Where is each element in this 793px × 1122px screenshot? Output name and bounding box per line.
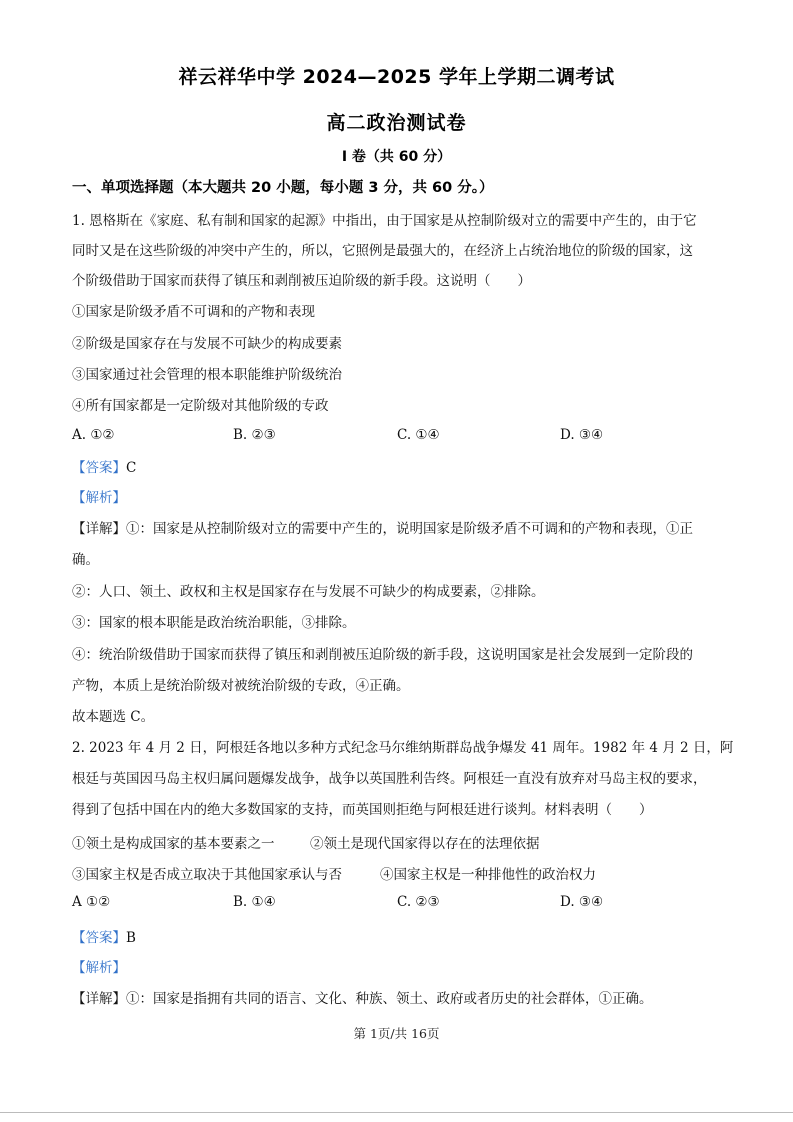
exam-subtitle: 高二政治测试卷 [326,112,467,134]
q2-stem-line-1: 2. 2023 年 4 月 2 日，阿根廷各地以多种方式纪念马尔维纳斯群岛战争爆发 41 周年。1982 年 4 月 2 日，阿 [72,740,734,756]
q2-option-c: C. ②③ [397,894,440,910]
q1-detail-line-4: ③：国家的根本职能是政治统治职能，③排除。 [72,615,356,631]
q1-detail-line-6: 产物，本质上是统治阶级对被统治阶级的专政，④正确。 [72,678,410,694]
q1-option-a: A. ①② [72,427,115,443]
q2-analysis-heading [72,958,725,978]
answer-tag: 【答案】 [72,460,126,476]
q2-detail-line-1 [72,989,725,1009]
detail-tag: 【详解】 [72,521,126,537]
q1-detail-text-1: ①：国家是从控制阶级对立的需要中产生的，说明国家是阶级矛盾不可调和的产物和表现，①正 [126,521,693,537]
q1-statement-2: ②阶级是国家存在与发展不可缺少的构成要素 [72,336,342,352]
q2-statement-1: ①领土是构成国家的基本要素之一 [72,836,275,852]
q1-statement-3: ③国家通过社会管理的根本职能维护阶级统治 [72,367,342,383]
detail-tag: 【详解】 [72,991,126,1007]
q1-option-d: D. ③④ [560,427,604,443]
bottom-divider [0,1112,793,1113]
q1-detail-line-3: ②：人口、领土、政权和主权是国家存在与发展不可缺少的构成要素，②排除。 [72,584,545,600]
q2-stem-line-2: 根廷与英国因马岛主权归属问题爆发战争，战争以英国胜利告终。阿根廷一直没有放弃对马岛主权的要求， [72,771,707,787]
q2-option-b: B. ①④ [233,894,276,910]
q1-option-c: C. ①④ [397,427,440,443]
q2-option-d: D. ③④ [560,894,604,910]
q2-statement-2: ②领土是现代国家得以存在的法理依据 [310,836,540,852]
q2-answer [72,928,725,948]
q2-statement-3: ③国家主权是否成立取决于其他国家承认与否 [72,867,342,883]
q1-stem-line-3: 个阶级借助于国家而获得了镇压和剥削被压迫阶级的新手段。这说明（ ） [72,273,531,289]
q1-stem-line-2: 同时又是在这些阶级的冲突中产生的，所以，它照例是最强大的，在经济上占统治地位的阶级的国家，这 [72,243,693,259]
q2-statement-4: ④国家主权是一种排他性的政治权力 [380,867,596,883]
part-heading: I 卷（共 60 分） [341,149,452,165]
analysis-tag: 【解析】 [72,490,126,506]
analysis-tag: 【解析】 [72,960,126,976]
q1-answer-value: C [126,460,137,476]
q1-detail-line-1 [72,519,725,539]
q1-statement-1: ①国家是阶级矛盾不可调和的产物和表现 [72,304,315,320]
answer-tag: 【答案】 [72,930,126,946]
section-heading: 一、单项选择题（本大题共 20 小题，每小题 3 分，共 60 分。） [72,180,494,196]
q2-detail-text-1: ①：国家是指拥有共同的语言、文化、种族、领土、政府或者历史的社会群体，①正确。 [126,991,653,1007]
q1-option-b: B. ②③ [233,427,276,443]
q1-answer [72,458,725,478]
q1-detail-line-5: ④：统治阶级借助于国家而获得了镇压和剥削被压迫阶级的新手段，这说明国家是社会发展到一定阶段的 [72,647,693,663]
q1-analysis-heading [72,488,725,508]
exam-title: 祥云祥华中学 2024—2025 学年上学期二调考试 [178,66,615,88]
page-number: 第 1页/共 16页 [353,1026,440,1041]
q1-conclusion: 故本题选 C。 [72,709,155,725]
q1-statement-4: ④所有国家都是一定阶级对其他阶级的专政 [72,398,329,414]
q1-stem-line-1: 1. 恩格斯在《家庭、私有制和国家的起源》中指出，由于国家是从控制阶级对立的需要中产生的，由于它 [72,213,697,229]
q2-stem-line-3: 得到了包括中国在内的绝大多数国家的支持，而英国则拒绝与阿根廷进行谈判。材料表明（ ） [72,802,653,818]
q2-option-a: A ①② [72,894,111,910]
q2-answer-value: B [126,930,136,946]
q1-detail-line-2: 确。 [72,552,99,568]
